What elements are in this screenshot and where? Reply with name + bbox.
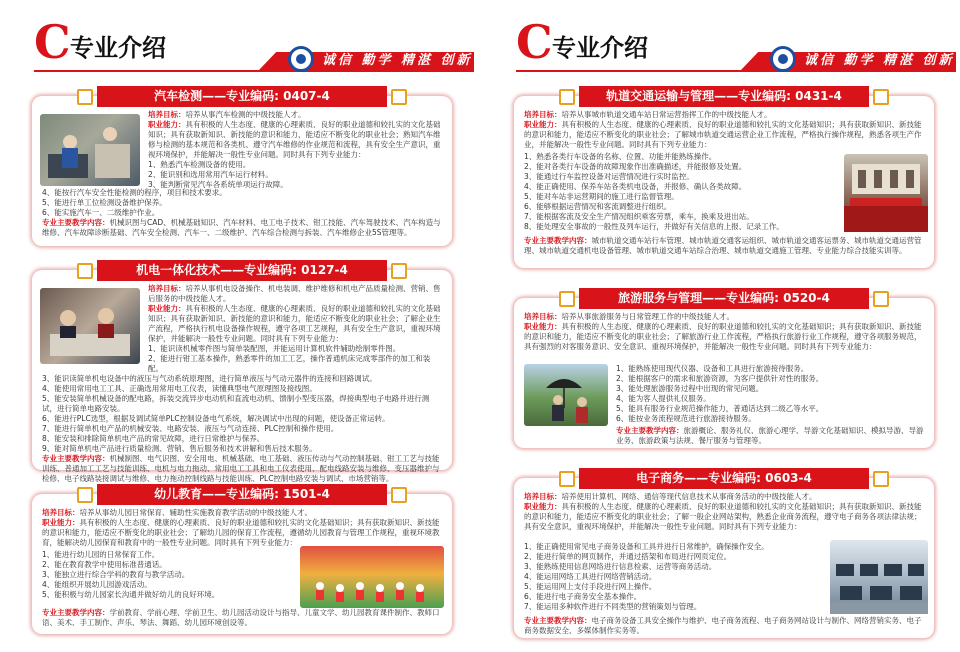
section-banner: 汽车检测——专业编码: 0407-4 <box>97 86 387 107</box>
courses-label: 专业主要教学内容： <box>616 426 684 435</box>
goal-label: 培养目标： <box>148 110 186 119</box>
section-card <box>514 298 934 448</box>
rail-courses <box>524 236 926 266</box>
logo-letter: C <box>516 15 553 69</box>
section-banner: 旅游服务与管理——专业编码: 0520-4 <box>579 288 869 309</box>
list-item: 4、能组织开展幼儿园游戏活动。 <box>42 580 152 589</box>
goal-text: 培养使用计算机、网络、通信等现代信息技术从事商务活动的中级技能人才。 <box>561 492 817 501</box>
mech-intro <box>148 284 444 374</box>
ability-label: 职业能力： <box>148 304 186 313</box>
courses-text: 机械制图、电气识图、安全用电、机械基础、电工基础、液压传动与气动控制基础、钳工工艺与技能训练、普通加工工艺与技能训练、电机与电力拖动、常用电工工具和电工仪表使用、配电线路安装与维修、变压器维护与检修、电子线路装接调试与维修、电力拖动控制线路与技能训练、PLC控制电路安装与调试、市场营销等。 <box>42 454 440 483</box>
computer-lab-photo <box>830 540 928 614</box>
courses-label: 专业主要教学内容： <box>42 454 110 463</box>
ability-text: 具有积极的人生态度、健康的心理素质、良好的职业道德和较扎实的文化基础知识；具有获取新知识、新技能的意识和能力，能适应不断变化的职业社会；熟知汽车维修与检测的基本规范和各类机、遵守汽车维修的作业规范和流程，具有安全生产意识，重视环境保护，并能解决一般性专业问题。同时具有下列专业能力： <box>148 120 441 159</box>
courses-label: 专业主要教学内容： <box>524 616 592 625</box>
list-item: 4、能按行汽车安全性能检测的程序，项目和技术要求。 <box>42 188 227 197</box>
courses-text: 城市轨道交通车站行车管理、城市轨道交通客运组织、城市轨道交通客运票务、城市轨道交通运营管理、城市轨道交通机电设备管理、城市轨道交通车站综合治理、城市轨道交通施工管理、专业能力综合技能实训等。 <box>524 236 922 255</box>
list-item: 2、能进行钳工基本操作，熟悉零件的加工工艺，操作普通机床完成零部件的加工和装配。 <box>148 354 431 373</box>
list-item: 1、熟悉各类行车设备的名称、位置、功能并能熟练操作。 <box>524 152 717 161</box>
left-page <box>4 6 474 646</box>
list-item: 2、能进行简单的网页制作，并通过搭架和布局进行网页定位。 <box>524 552 732 561</box>
list-item: 6、能进行PLC选型，根据及调试简单PLC控制设备电气系统，解决调试中出现的问题，使设备正常运转。 <box>42 414 390 423</box>
list-item: 3、能判断常见汽车各系统单项运行故障。 <box>148 180 288 189</box>
tour-intro <box>524 312 926 362</box>
list-item: 1、能正确使用常见电子商务设备和工具并进行日常维护，确保操作安全。 <box>524 542 769 551</box>
list-item: 5、能运用网上支付手段进行网上操作。 <box>524 582 657 591</box>
list-item: 6、能够根据运营情况和客流调整进行组织。 <box>524 202 672 211</box>
goal-label: 培养目标： <box>524 492 562 501</box>
workshop-photo <box>40 114 140 186</box>
section-card <box>514 478 934 638</box>
list-item: 2、能在教育教学中使用标准普通话。 <box>42 560 167 569</box>
list-item: 7、能进行简单机电产品的机械安装、电路安装、液压与气动连接、PLC控制和操作使用。 <box>42 424 339 433</box>
section-card <box>32 96 452 246</box>
rail-intro <box>524 110 926 150</box>
list-item: 2、能识别和选用常用汽车运行材料。 <box>148 170 273 179</box>
list-item: 3、能识读简单机电设备中的液压与气动系统原理图，进行简单液压与气动元器件的连接和回路调试。 <box>42 374 377 383</box>
courses-label: 专业主要教学内容： <box>42 608 110 617</box>
tour-list <box>616 364 926 426</box>
ecom-list <box>524 542 824 614</box>
list-item: 1、能进行幼儿园的日常保育工作。 <box>42 550 160 559</box>
list-item: 8、能处理安全事故的一般性及列车运行，并做好有关信息的上报、记录工作。 <box>524 222 784 231</box>
school-motto: 诚信 勤学 精湛 创新 <box>322 53 473 68</box>
section-banner: 轨道交通运输与管理——专业编码: 0431-4 <box>579 86 869 107</box>
section-banner: 电子商务——专业编码: 0603-4 <box>579 468 869 489</box>
school-emblem-icon <box>770 46 796 72</box>
section-ecom <box>514 468 934 638</box>
tour-photo <box>524 364 608 426</box>
list-item: 9、能对简单机电产品进行质量检测、营销、售后服务和技术讲解和售后技术服务。 <box>42 444 317 453</box>
auto-intro <box>148 110 444 188</box>
ability-text: 具有积极的人生态度、健康的心理素质、良好的职业道德和较扎实的文化基础知识；具有获取新知识、新技能的意识和能力，能适应不断变化的职业社会；了解一般企业网站架构，熟悉企业商务流程，遵守电子商务各项法律法规；具有安全意识，重视环境保护，并能解决一般性专业问题。同时具有下列专业能力： <box>524 502 922 531</box>
kindergarten-photo <box>300 546 444 608</box>
school-motto: 诚信 勤学 精湛 创新 <box>804 53 955 68</box>
section-tour <box>514 288 934 448</box>
ability-label: 职业能力： <box>524 502 562 511</box>
section-card <box>32 270 452 483</box>
list-item: 8、能安装和排除简单机电产品的常见故障，进行日常维护与保养。 <box>42 434 265 443</box>
list-item: 5、能具有服务行业规范操作能力，普通话达到二级乙等水平。 <box>616 404 824 413</box>
list-item: 1、能熟练使用现代仪器、设备和工具进行旅游接待服务。 <box>616 364 809 373</box>
ecom-intro <box>524 492 926 540</box>
mech-details <box>42 374 444 483</box>
goal-text: 培养从事机电设备操作、机电装调、维护维修和机电产品质量检测、营销、售后服务的中级技能人才。 <box>148 284 441 303</box>
goal-text: 培养从事旅游服务与日常管理工作的中级技能人才。 <box>561 312 734 321</box>
ability-text: 具有积极的人生态度、健康的心理素质、良好的职业道德和较扎实的文化基础知识；具有获取新知识、新技能的意识和能力，能适应不断变化的职业社会；了解城市轨道交通运营企业工作流程，严格执行操作规程，熟悉各项生产作业，并能解决一般性专业问题。同时具有下列专业能力： <box>524 120 922 149</box>
list-item: 3、能熟练使用信息网络进行信息检索、运营等商务活动。 <box>524 562 717 571</box>
courses-text: 学前教育、学前心理、学前卫生、幼儿园活动设计与指导、儿童文学、幼儿园教育课件制作、教师口语、美术、手工制作、声乐、琴法、舞蹈、幼儿园环境创设等。 <box>42 608 440 627</box>
child-courses <box>42 608 444 630</box>
goal-label: 培养目标： <box>524 312 562 321</box>
courses-label: 专业主要教学内容： <box>42 218 110 227</box>
goal-text: 培养从事汽车检测的中级技能人才。 <box>185 110 306 119</box>
lab-photo <box>40 288 140 364</box>
section-child <box>32 484 452 634</box>
list-item: 6、能按业务流程规范进行旅游接待服务。 <box>616 414 756 423</box>
goal-label: 培养目标： <box>524 110 562 119</box>
section-card <box>32 494 452 634</box>
list-item: 1、能识读机械零件图与简单装配图，并能运用计算机软件辅助绘制零件图。 <box>148 344 401 353</box>
courses-text: 旅游概论、服务礼仪、旅游心理学、导游文化基础知识、模拟导游、导游业务、旅游政策与法规、餐厅服务与管理等。 <box>616 426 924 445</box>
logo-letter: C <box>34 15 71 69</box>
list-item: 3、能处理旅游服务过程中出现的常见问题。 <box>616 384 764 393</box>
child-intro <box>42 508 444 548</box>
section-card <box>514 96 934 268</box>
goal-text: 培养从事幼儿园日常保育、辅助性实施教育教学活动的中级技能人才。 <box>79 508 312 517</box>
goal-label: 培养目标： <box>42 508 80 517</box>
list-item: 7、能根据客流及安全生产情况组织乘客劳票，乘车，换乘及进出站。 <box>524 212 754 221</box>
ability-label: 职业能力： <box>42 518 80 527</box>
ability-text: 具有积极的人生态度、健康的心理素质、良好的职业道德和较扎实的文化基础知识；具有获取新知识、新技能的意识和能力，能适应不断变化的职业社会；了解企业生产流程，严格执行机电设备操作规程，遵守各项工艺规程，具有安全生产意识，重视环境保护，并能解决一般性专业问题。同时具有下列专业能力： <box>148 304 441 343</box>
page-title: 专业介绍 <box>552 34 648 62</box>
ability-label: 职业能力： <box>148 120 186 129</box>
list-item: 5、能进行单工位检测设备维护保养。 <box>42 198 167 207</box>
ability-label: 职业能力： <box>524 120 562 129</box>
list-item: 3、能通过行车监控设备对运营情况进行实时监控。 <box>524 172 694 181</box>
list-item: 5、能安装简单机械设备的配电路，拆装交流异步电动机和直流电动机、馈制小型变压器，焊接典型电子电路并进行测试，进行简单电路安装。 <box>42 394 430 413</box>
right-page <box>486 6 956 646</box>
courses-text: 机械识图与CAD、机械基础知识、汽车材料、电工电子技术、钳工技能、汽车驾驶技术、汽车构造与维修、汽车故障诊断基础、汽车安全检测、汽车一、二级维护、汽车综合检测与拆装、汽车维修企业5S管理等。 <box>42 218 441 237</box>
section-banner: 机电一体化技术——专业编码: 0127-4 <box>97 260 387 281</box>
list-item: 1、熟悉汽车检测设备的使用。 <box>148 160 251 169</box>
list-item: 2、能对各类行车设备的故障现象作出准确描述，并能报修及处置。 <box>524 162 747 171</box>
tour-courses <box>616 426 926 446</box>
list-item: 4、能为客人提供礼仪服务。 <box>616 394 711 403</box>
goal-label: 培养目标： <box>148 284 186 293</box>
ability-text: 具有积极的人生态度、健康的心理素质、良好的职业道德和较扎实的文化基础知识；具有获取新知识、新技能的意识和能力，能适应不断变化的职业社会；了解幼儿园的保育工作流程，遵循幼儿园教育与管理工作规程，重视环境教育，能解决幼儿园保育和教育中的一般性专业问题。同时具有下列专业能力： <box>42 518 440 547</box>
ability-text: 具有积极的人生态度、健康的心理素质、良好的职业道德和较扎实的文化基础知识；具有获取新知识、新技能的意识和能力，能适应不断变化的职业社会；了解旅游行业工作流程，严格执行旅游行业工作规程，遵守各项服务规范，具有强烈的对客服务意识、安全意识、重视环境保护，并能解决一般性专业问题。同时具有下列专业能力： <box>524 322 922 351</box>
school-emblem-icon <box>288 46 314 72</box>
auto-details <box>42 188 444 242</box>
page-header <box>4 14 474 74</box>
page-title: 专业介绍 <box>70 34 166 62</box>
station-photo <box>844 154 928 232</box>
goal-text: 培养从事城市轨道交通车站日常运营指挥工作的中级技能人才。 <box>561 110 772 119</box>
list-item: 5、能积极与幼儿园家长沟通并做好幼儿的良好环境。 <box>42 590 220 599</box>
list-item: 4、能使用常用电工工具、正确选用常用电工仪表，读懂典型电气原理图及接线图。 <box>42 384 317 393</box>
section-mech <box>32 260 452 483</box>
ecom-courses <box>524 616 926 636</box>
section-banner: 幼儿教育——专业编码: 1501-4 <box>97 484 387 505</box>
list-item: 6、能进行电子商务安全基本操作。 <box>524 592 642 601</box>
list-item: 4、能正确使用、保养车站各类机电设备，并报修、确认各类故障。 <box>524 182 747 191</box>
list-item: 7、能运用多种软件进行不同类型的营销策划与管理。 <box>524 602 702 611</box>
courses-text: 电子商务设备工具安全操作与维护、电子商务流程、电子商务网站设计与制作、网络营销实务、电子商务数据安全、多媒体制作实务等。 <box>524 616 922 635</box>
list-item: 3、能独立进行综合学科的教育与教学活动。 <box>42 570 190 579</box>
list-item: 4、能运用网络工具进行网络营销活动。 <box>524 572 657 581</box>
courses-label: 专业主要教学内容： <box>524 236 592 245</box>
child-list <box>42 550 292 606</box>
section-rail <box>514 86 934 268</box>
section-auto <box>32 86 452 246</box>
list-item: 6、能实施汽车一、二级维护作业。 <box>42 208 160 217</box>
list-item: 2、能根据客户的需求和旅游资源，为客户提供针对性的服务。 <box>616 374 824 383</box>
ability-label: 职业能力： <box>524 322 562 331</box>
header-divider <box>516 70 956 72</box>
header-divider <box>34 70 474 72</box>
rail-list <box>524 152 836 234</box>
list-item: 5、能对车站非运营期间的施工进行监督管理。 <box>524 192 679 201</box>
page-header <box>486 14 956 74</box>
